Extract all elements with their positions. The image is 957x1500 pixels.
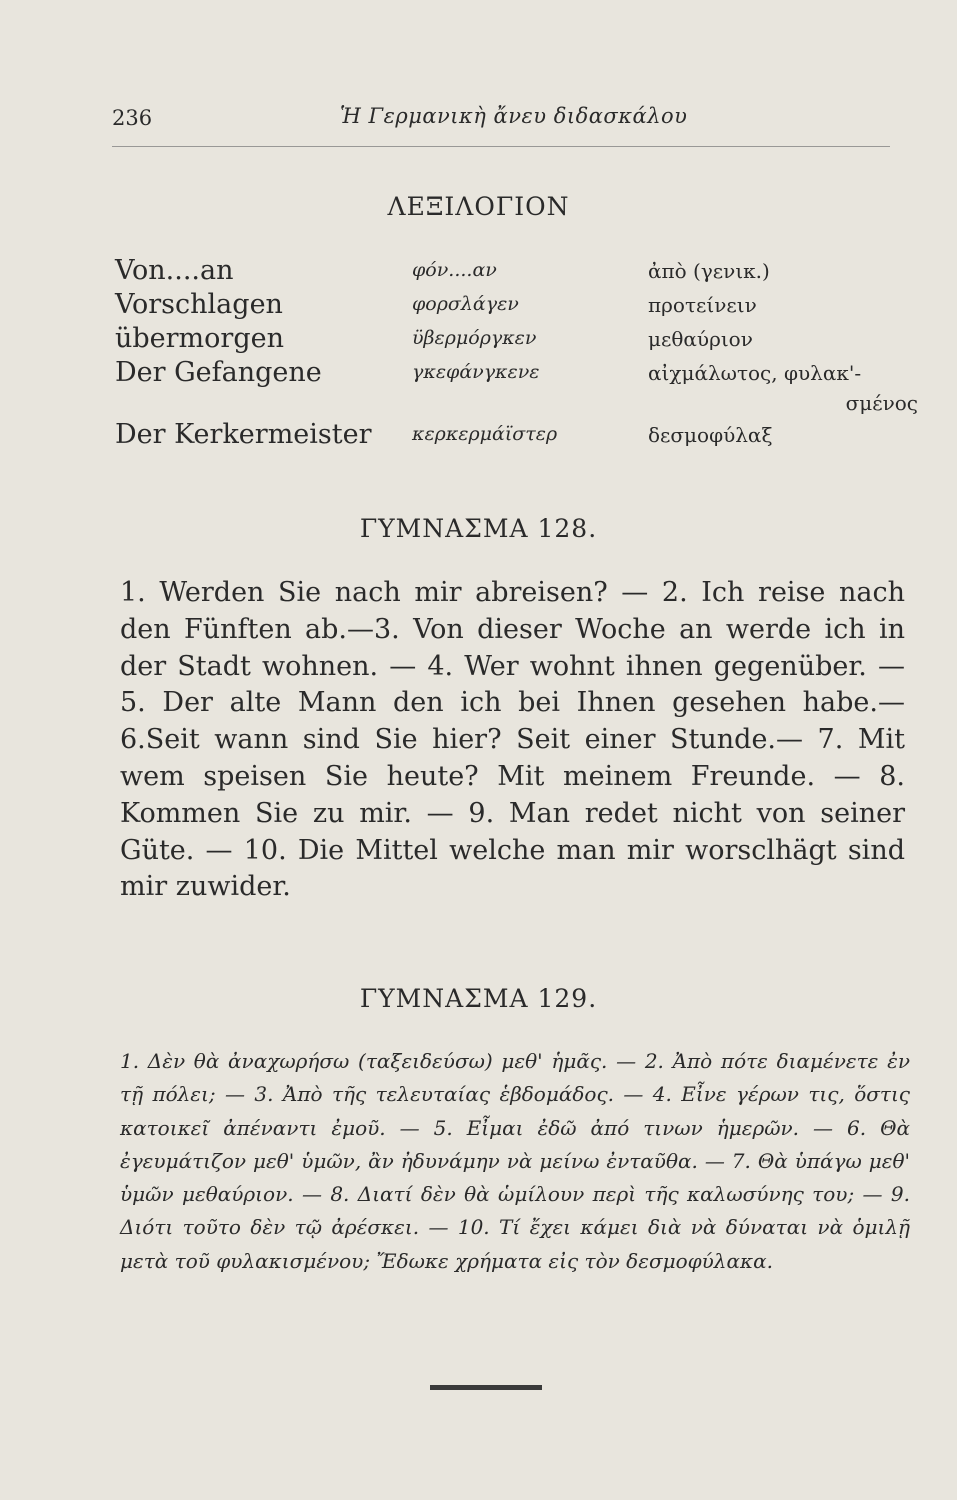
exercise-129-text (120, 1045, 910, 1278)
vocab-greek-text: δεσμοφύλαξ (648, 423, 773, 447)
vocab-greek-text: αἰχμάλωτος, φυλακ'- (648, 361, 862, 385)
exercise-128-text (120, 575, 905, 906)
vocab-german: Vorschlagen (115, 289, 283, 320)
vocabulary-title: ΛΕΞΙΛΟΓΙΟΝ (387, 192, 570, 221)
vocab-german: Von....an (115, 255, 234, 286)
vocab-greek (648, 259, 918, 283)
vocab-german: Der Gefangene (115, 357, 322, 388)
vocab-greek (648, 361, 918, 415)
exercise-129-title: ΓΥΜΝΑΣΜΑ 129. (359, 984, 598, 1013)
exercise-128-title: ΓΥΜΝΑΣΜΑ 128. (359, 514, 598, 543)
vocab-transliteration: φορσλάγεν (412, 293, 519, 315)
vocab-row (115, 357, 918, 419)
vocab-greek (648, 293, 918, 317)
vocab-greek-text: ἀπὸ (γενικ.) (648, 259, 770, 283)
vocab-row (115, 255, 915, 289)
vocab-row (115, 323, 915, 357)
vocab-row (115, 419, 915, 453)
running-title: Ἡ Γερμανικὴ ἄνευ διδασκάλου (340, 104, 688, 128)
vocab-greek-continuation: σμένος (845, 391, 918, 415)
vocab-german: übermorgen (115, 323, 284, 354)
vocab-transliteration: κερκερμάϊστερ (412, 423, 558, 445)
closing-rule (430, 1385, 542, 1390)
vocab-transliteration: γκεφάνγκενε (412, 361, 540, 383)
vocab-german: Der Kerkermeister (115, 419, 372, 450)
vocab-greek (648, 327, 918, 351)
vocab-row (115, 289, 915, 323)
vocabulary-list (115, 255, 918, 453)
vocab-transliteration: φόν....αν (412, 259, 497, 281)
page-header (112, 100, 882, 136)
page-number: 236 (112, 106, 153, 130)
exercise-129-paragraph: 1. Δὲν θὰ ἀναχωρήσω (ταξειδεύσω) μεθ' ἡμᾶς. — 2. Ἀπὸ πότε διαμένετε ἐν τῇ πόλει; — 3. Ἀπὸ τῆς τελευταίας ἑβδομάδος. — 4. Εἶνε γέρων τις, ὅστις κατοικεῖ ἀπέναντι ἐμοῦ. — 5. Εἶμαι ἐδῶ ἀπό τινων ἡμερῶν. — 6. Θὰ ἐγευμάτιζον μεθ' ὑμῶν, ἂν ἠδυνάμην νὰ μείνω ἐνταῦθα. — 7. Θὰ ὑπάγω μεθ' ὑμῶν μεθαύριον. — 8. Διατί δὲν θὰ ὡμίλουν περὶ τῆς καλωσύνης του; — 9. Διότι τοῦτο δὲν τῷ ἀρέσκει. — 10. Τί ἔχει κάμει διὰ νὰ δύναται νὰ ὁμιλῇ μετὰ τοῦ φυλακισμένου; Ἔδωκε χρήματα εἰς τὸν δεσμοφύλακα. (120, 1049, 910, 1273)
vocab-transliteration: ϋβερμόργκεν (412, 327, 537, 349)
vocab-greek-text: μεθαύριον (648, 327, 753, 351)
header-rule (112, 146, 890, 150)
vocab-greek-text: προτείνειν (648, 293, 757, 317)
vocab-greek (648, 423, 918, 447)
exercise-128-paragraph: 1. Werden Sie nach mir abreisen? — 2. Ich reise nach den Fünften ab.—3. Von dieser Woche an werde ich in der Stadt wohnen. — 4. Wer wohnt ihnen gegenüber. — 5. Der alte Mann den ich bei Ihnen gesehen habe.—6.Seit wann sind Sie hier? Seit einer Stunde.— 7. Mit wem speisen Sie heute? Mit meinem Freunde. — 8. Kommen Sie zu mir. — 9. Man redet nicht von seiner Güte. — 10. Die Mittel welche man mir worsclhägt sind mir zuwider. (120, 577, 905, 903)
